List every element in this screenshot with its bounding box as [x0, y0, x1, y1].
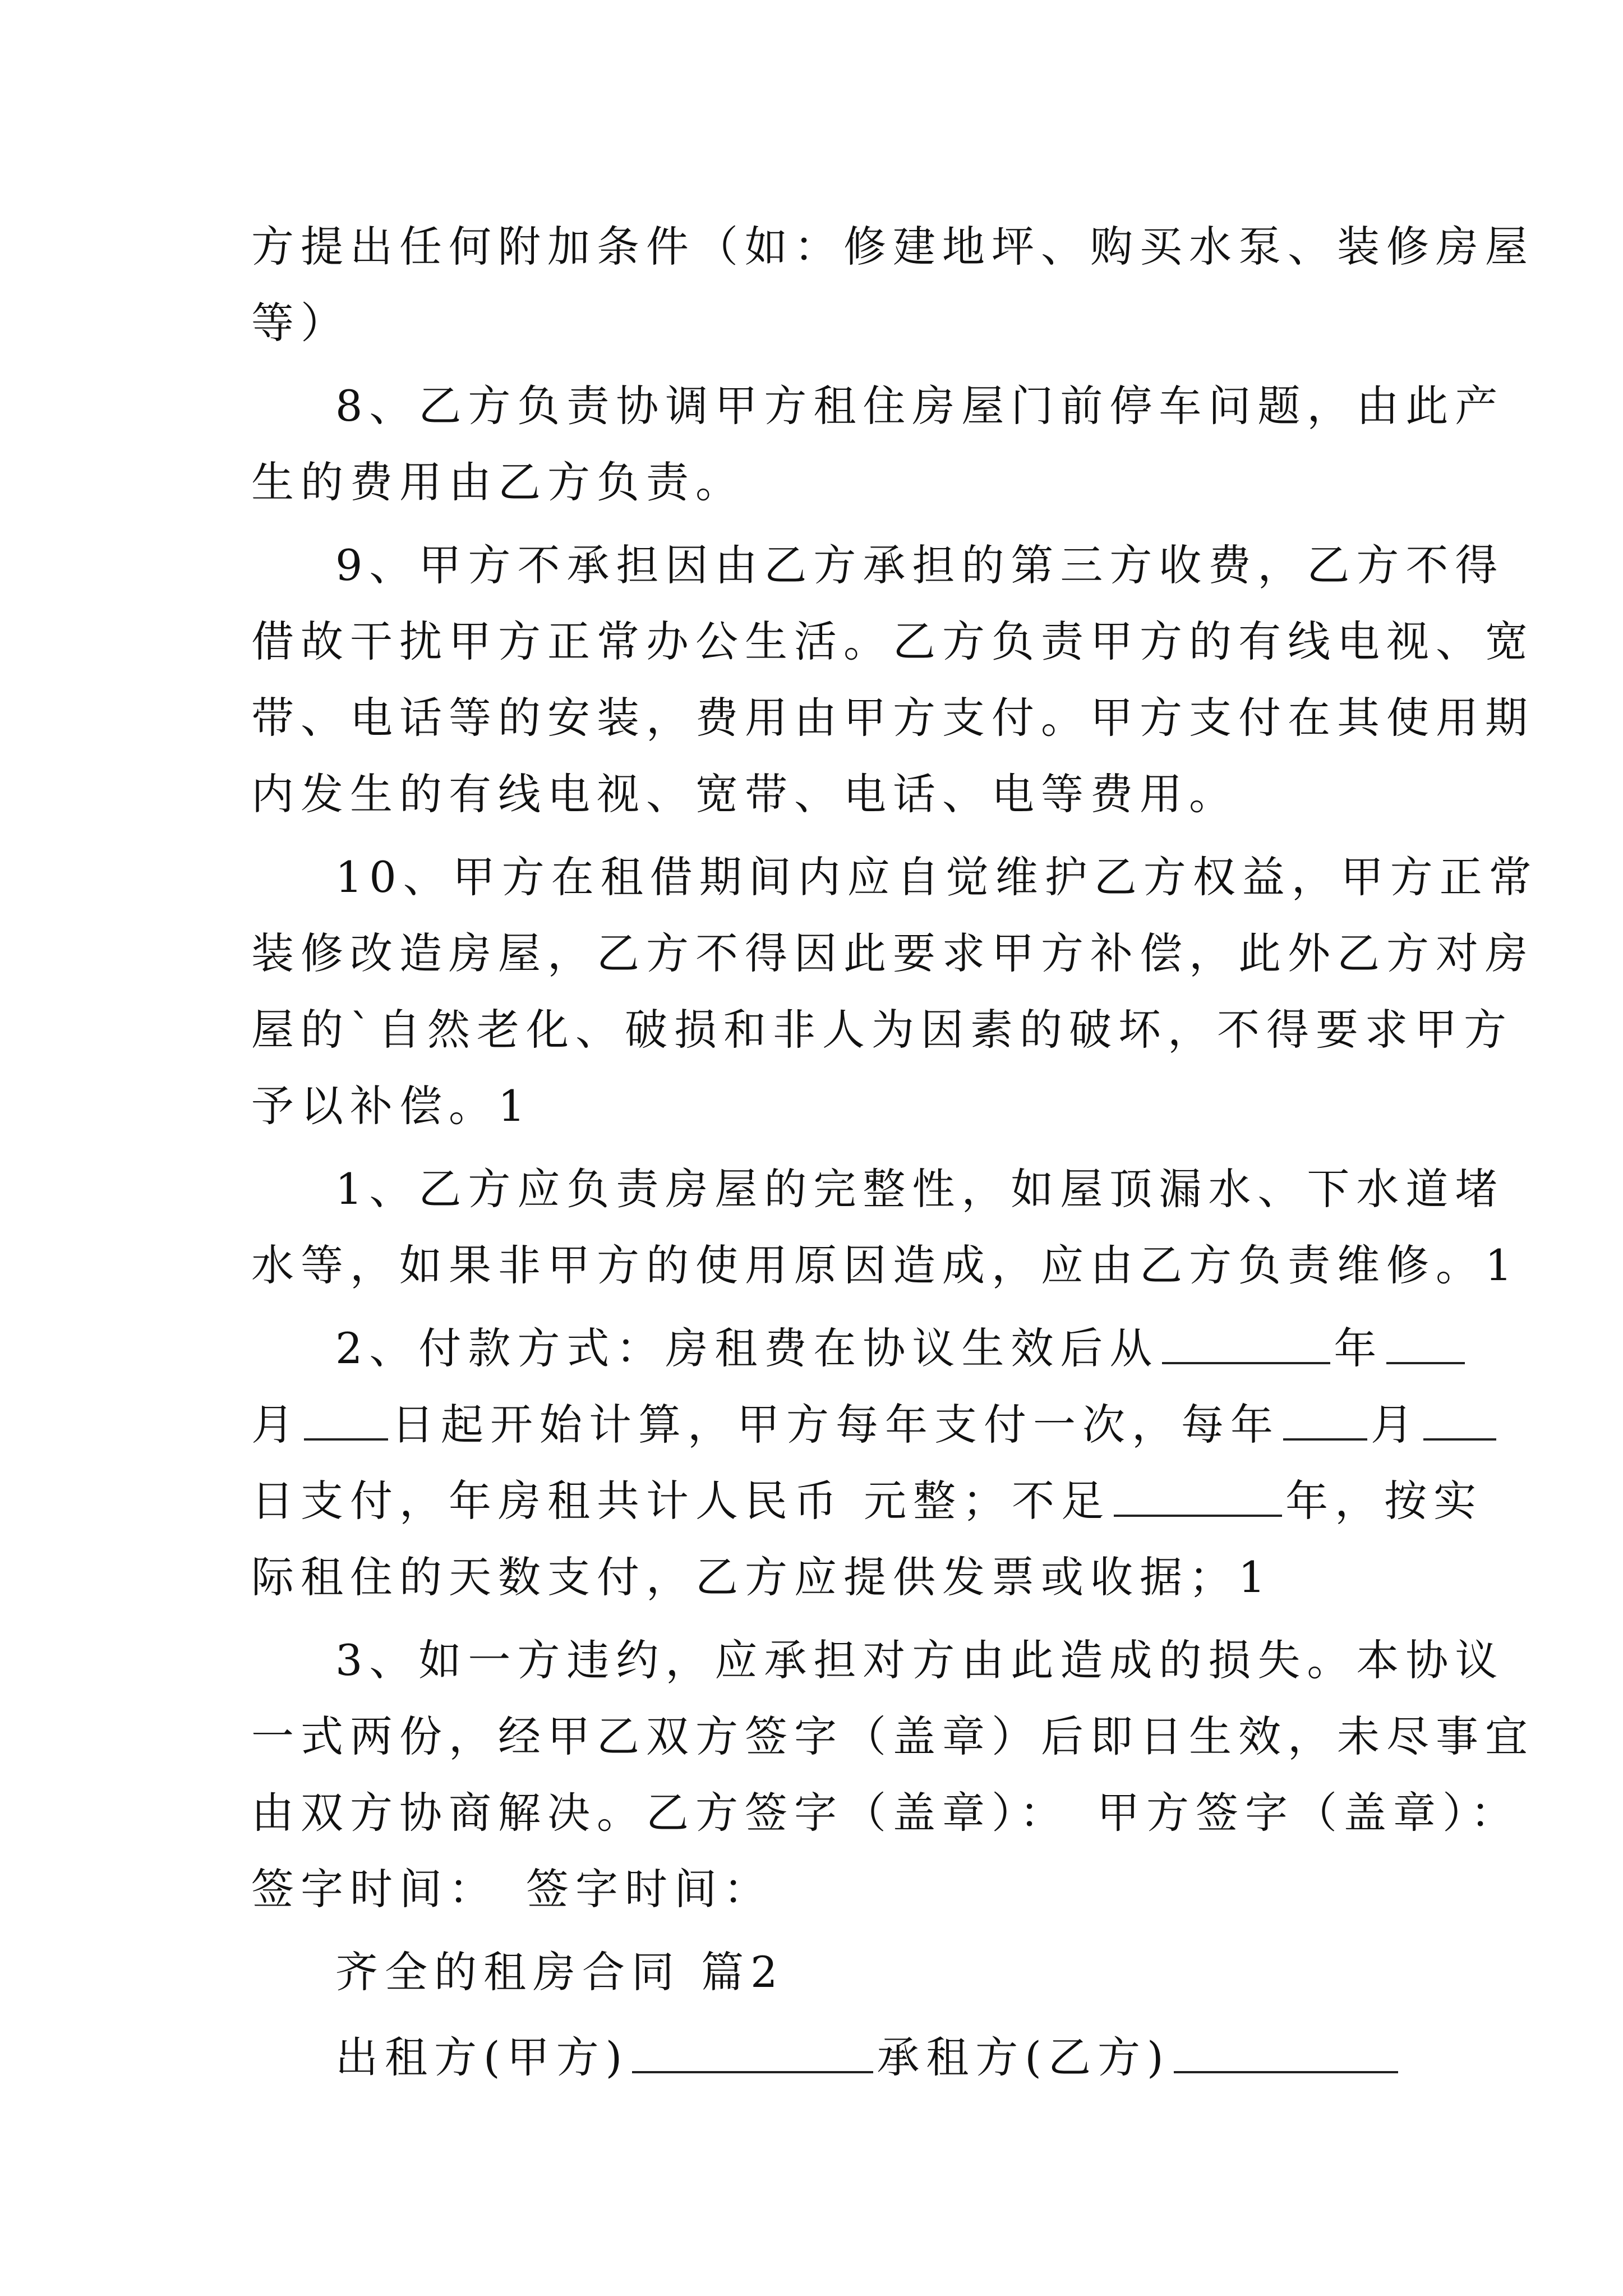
- clause-11: 1、乙方应负责房屋的完整性，如屋顶漏水、下水道堵: [335, 1164, 1505, 1214]
- party-line: [251, 2019, 1384, 2096]
- payment-text-start: 2、付款方式：房租费在协议生效后从: [335, 1323, 1159, 1373]
- text-line: 际租住的天数支付，乙方应提供发票或收据；1: [251, 1552, 1272, 1602]
- signature-time-line: 签字时间： 签字时间：: [251, 1864, 773, 1914]
- document-page: [251, 209, 1538, 2096]
- text-line: 生的费用由乙方负责。: [251, 457, 745, 507]
- signature-line: 由双方协商解决。乙方签字（盖章）： 甲方签字（盖章）：: [251, 1788, 1520, 1838]
- clause-9: 9、甲方不承担因由乙方承担的第三方收费，乙方不得: [335, 540, 1505, 590]
- blank-tail: [1386, 1360, 1465, 1364]
- text-line: 借故干扰甲方正常办公生活。乙方负责甲方的有线电视、宽: [251, 616, 1534, 666]
- text-line: 内发生的有线电视、宽带、电话、电等费用。: [251, 769, 1238, 819]
- text-line: 水等，如果非甲方的使用原因造成，应由乙方负责维修。1: [251, 1240, 1519, 1290]
- blank-lessor: [632, 2069, 873, 2073]
- text-line: 一式两份，经甲乙双方签字（盖章）后即日生效，未尽事宜: [251, 1711, 1534, 1761]
- section-title: 齐全的租房合同 篇2: [335, 1947, 785, 1997]
- clause-8: 8、乙方负责协调甲方租住房屋门前停车问题，由此产: [335, 381, 1505, 431]
- text-line: 方提出任何附加条件（如：修建地坪、购买水泵、装修房屋: [251, 222, 1534, 272]
- blank-lessee: [1174, 2069, 1398, 2073]
- text-line: 予以补偿。1: [251, 1081, 532, 1131]
- blank-year-start: [1162, 1360, 1330, 1364]
- month-label-2: 月: [1371, 1400, 1420, 1450]
- month-label: 月: [251, 1400, 301, 1450]
- text-line: 带、电话等的安装，费用由甲方支付。甲方支付在其使用期: [251, 693, 1534, 743]
- clause-12-payment: [251, 1310, 1384, 1387]
- lessee-label: 承租方(乙方): [877, 2032, 1170, 2082]
- payment-text-rent: 日支付，年房租共计人民币 元整；不足: [251, 1476, 1111, 1526]
- payment-line-2: [251, 1387, 1420, 1463]
- blank-annual-month: [1283, 1436, 1367, 1441]
- lessor-label: 出租方(甲方): [335, 2032, 629, 2082]
- blank-shortfall: [1114, 1512, 1282, 1517]
- payment-line-3: [251, 1463, 1483, 1539]
- text-line: 等）: [251, 298, 350, 348]
- payment-year-label: 年: [1334, 1323, 1384, 1373]
- payment-text-end: 年，按实: [1285, 1476, 1483, 1526]
- blank-annual-day: [1423, 1436, 1496, 1441]
- text-line: 装修改造房屋，乙方不得因此要求甲方补偿，此外乙方对房: [251, 928, 1534, 978]
- blank-month: [304, 1436, 388, 1441]
- clause-13: 3、如一方违约，应承担对方由此造成的损失。本协议: [335, 1635, 1505, 1685]
- clause-10: 10、甲方在租借期间内应自觉维护乙方权益，甲方正常: [335, 852, 1538, 902]
- payment-text-mid: 日起开始计算，甲方每年支付一次，每年: [391, 1400, 1280, 1450]
- text-line: 屋的`自然老化、破损和非人为因素的破坏，不得要求甲方: [251, 1005, 1513, 1055]
